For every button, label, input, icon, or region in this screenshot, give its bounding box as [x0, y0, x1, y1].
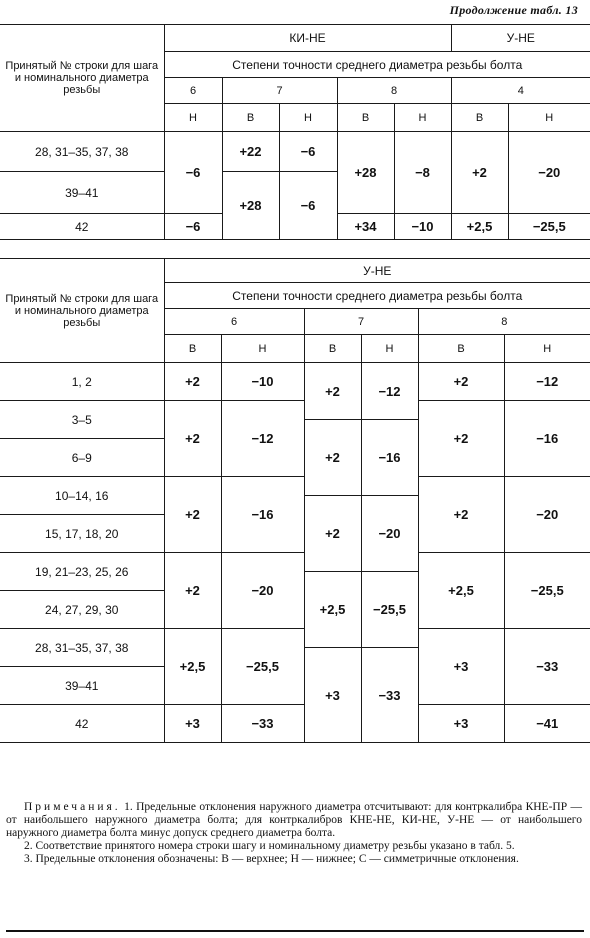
row-label: 10–14, 16 — [0, 477, 164, 515]
value-cell: −16 — [504, 401, 590, 477]
value-cell: +3 — [164, 705, 221, 743]
note-1 — [6, 801, 582, 840]
column-header: В — [451, 104, 508, 132]
value-cell: −10 — [394, 214, 451, 240]
column-header: Н — [279, 104, 337, 132]
note-2: 2. Соответствие принятого номера строки шагу и номинальному диаметру резьбы указано в табл. 5. — [24, 840, 515, 852]
row-header: Принятый № строки для шага и номинального диаметра резьбы — [0, 259, 164, 363]
value-cell: +28 — [222, 172, 279, 240]
grade-header: 7 — [222, 78, 337, 104]
column-header: Н — [504, 335, 590, 363]
notes — [6, 801, 582, 866]
value-cell: −12 — [221, 401, 304, 477]
value-cell: +2 — [418, 401, 504, 477]
value-cell: +2,5 — [418, 553, 504, 629]
value-cell: +2,5 — [451, 214, 508, 240]
row-label: 42 — [0, 214, 164, 240]
note-1-text: 1. Предельные отклонения наружного диаметра отсчитывают: для контркалибра КНЕ-ПР — от наибольшего наружного диаметра болта; для контркалибров КНЕ-НЕ, КИ-НЕ, У-НЕ — от наибольшего наружного диаметра болта минус допуск среднего диаметра болта. — [6, 801, 582, 839]
value-cell: −6 — [279, 132, 337, 172]
row-label: 28, 31–35, 37, 38 — [0, 629, 164, 667]
column-header: В — [164, 335, 221, 363]
table-ki-ne-u-ne — [0, 24, 590, 240]
value-cell: +2 — [164, 477, 221, 553]
row-label: 39–41 — [0, 667, 164, 705]
grade-header: 6 — [164, 309, 304, 335]
value-cell: −33 — [504, 629, 590, 705]
value-cell: −6 — [279, 172, 337, 240]
value-cell: −25,5 — [361, 572, 418, 648]
row-label: 24, 27, 29, 30 — [0, 591, 164, 629]
grade-header: 8 — [418, 309, 590, 335]
notes-lead: Примечания. — [24, 801, 121, 813]
subtitle: Степени точности среднего диаметра резьбы болта — [164, 52, 590, 78]
table-continuation-caption: Продолжение табл. 13 — [449, 3, 578, 17]
value-cell: +2 — [304, 420, 361, 496]
row-label: 39–41 — [0, 172, 164, 214]
value-cell: +2 — [418, 477, 504, 553]
note-3: 3. Предельные отклонения обозначены: В — верхнее; Н — нижнее; С — симметричные отклонения. — [24, 853, 519, 865]
column-header: Н — [508, 104, 590, 132]
grade-header: 6 — [164, 78, 222, 104]
value-cell: +2 — [164, 401, 221, 477]
column-header: Н — [164, 104, 222, 132]
grade-header: 8 — [337, 78, 451, 104]
row-label: 15, 17, 18, 20 — [0, 515, 164, 553]
column-header: В — [304, 335, 361, 363]
value-cell: +3 — [304, 648, 361, 743]
row-label: 6–9 — [0, 439, 164, 477]
value-cell: −20 — [221, 553, 304, 629]
value-cell: −16 — [221, 477, 304, 553]
value-cell: −33 — [361, 648, 418, 743]
value-cell: +28 — [337, 132, 394, 214]
value-cell: +2 — [418, 363, 504, 401]
grade-header: 7 — [304, 309, 418, 335]
value-cell: −12 — [504, 363, 590, 401]
value-cell: −25,5 — [504, 553, 590, 629]
column-header: В — [222, 104, 279, 132]
value-cell: −25,5 — [508, 214, 590, 240]
table-u-ne — [0, 258, 590, 743]
value-cell: −20 — [504, 477, 590, 553]
value-cell: −8 — [394, 132, 451, 214]
row-label: 1, 2 — [0, 363, 164, 401]
group-header: У-НЕ — [164, 259, 590, 283]
column-header: В — [337, 104, 394, 132]
row-label: 42 — [0, 705, 164, 743]
value-cell: −6 — [164, 132, 222, 214]
value-cell: −10 — [221, 363, 304, 401]
row-header: Принятый № строки для шага и номинального диаметра резьбы — [0, 25, 164, 132]
group-header: КИ-НЕ — [164, 25, 451, 52]
value-cell: +2,5 — [164, 629, 221, 705]
value-cell: −20 — [508, 132, 590, 214]
value-cell: +3 — [418, 705, 504, 743]
value-cell: −6 — [164, 214, 222, 240]
value-cell: +3 — [418, 629, 504, 705]
value-cell: −25,5 — [221, 629, 304, 705]
value-cell: +34 — [337, 214, 394, 240]
value-cell: −33 — [221, 705, 304, 743]
value-cell: +2 — [304, 363, 361, 420]
row-label: 28, 31–35, 37, 38 — [0, 132, 164, 172]
subtitle: Степени точности среднего диаметра резьбы болта — [164, 283, 590, 309]
row-label: 3–5 — [0, 401, 164, 439]
column-header: В — [418, 335, 504, 363]
column-header: Н — [221, 335, 304, 363]
value-cell: +22 — [222, 132, 279, 172]
value-cell: +2 — [164, 363, 221, 401]
value-cell: −41 — [504, 705, 590, 743]
column-header: Н — [361, 335, 418, 363]
value-cell: +2 — [164, 553, 221, 629]
value-cell: +2 — [304, 496, 361, 572]
value-cell: +2 — [451, 132, 508, 214]
value-cell: +2,5 — [304, 572, 361, 648]
value-cell: −20 — [361, 496, 418, 572]
row-label: 19, 21–23, 25, 26 — [0, 553, 164, 591]
value-cell: −12 — [361, 363, 418, 420]
column-header: Н — [394, 104, 451, 132]
grade-header: 4 — [451, 78, 590, 104]
bottom-rule — [6, 930, 584, 932]
group-header: У-НЕ — [451, 25, 590, 52]
value-cell: −16 — [361, 420, 418, 496]
